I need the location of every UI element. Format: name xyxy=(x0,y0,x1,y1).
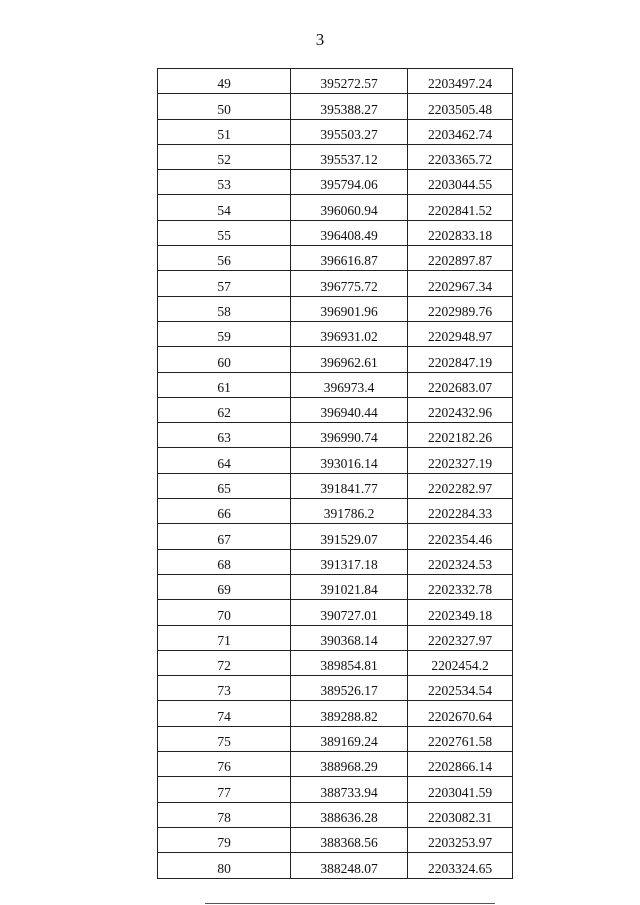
y-coordinate-cell: 2203044.55 xyxy=(408,170,513,195)
y-coordinate-cell: 2203365.72 xyxy=(408,144,513,169)
x-coordinate-cell: 388368.56 xyxy=(291,827,408,852)
point-number-cell: 58 xyxy=(158,296,291,321)
page-number: 3 xyxy=(315,30,325,49)
table-row xyxy=(158,549,513,574)
x-coordinate-cell: 396940.44 xyxy=(291,397,408,422)
y-coordinate-cell: 2202432.96 xyxy=(408,397,513,422)
y-coordinate-cell: 2202349.18 xyxy=(408,600,513,625)
point-number-cell: 49 xyxy=(158,69,291,94)
x-coordinate-cell: 389288.82 xyxy=(291,701,408,726)
point-number-cell: 79 xyxy=(158,827,291,852)
table-row xyxy=(158,650,513,675)
table-row xyxy=(158,321,513,346)
table-row xyxy=(158,69,513,94)
table-row xyxy=(158,423,513,448)
table-row xyxy=(158,296,513,321)
x-coordinate-cell: 395537.12 xyxy=(291,144,408,169)
y-coordinate-cell: 2202847.19 xyxy=(408,347,513,372)
table-row xyxy=(158,524,513,549)
y-coordinate-cell: 2202332.78 xyxy=(408,574,513,599)
y-coordinate-cell: 2202327.19 xyxy=(408,448,513,473)
y-coordinate-cell: 2202989.76 xyxy=(408,296,513,321)
table-row xyxy=(158,600,513,625)
x-coordinate-cell: 388636.28 xyxy=(291,802,408,827)
y-coordinate-cell: 2202282.97 xyxy=(408,473,513,498)
y-coordinate-cell: 2203505.48 xyxy=(408,94,513,119)
point-number-cell: 55 xyxy=(158,220,291,245)
y-coordinate-cell: 2202948.97 xyxy=(408,321,513,346)
y-coordinate-cell: 2202327.97 xyxy=(408,625,513,650)
x-coordinate-cell: 395272.57 xyxy=(291,69,408,94)
point-number-cell: 65 xyxy=(158,473,291,498)
x-coordinate-cell: 395388.27 xyxy=(291,94,408,119)
y-coordinate-cell: 2202833.18 xyxy=(408,220,513,245)
coordinate-table xyxy=(157,68,513,879)
y-coordinate-cell: 2202761.58 xyxy=(408,726,513,751)
table-row xyxy=(158,94,513,119)
y-coordinate-cell: 2202182.26 xyxy=(408,423,513,448)
x-coordinate-cell: 396931.02 xyxy=(291,321,408,346)
x-coordinate-cell: 391317.18 xyxy=(291,549,408,574)
x-coordinate-cell: 389169.24 xyxy=(291,726,408,751)
point-number-cell: 60 xyxy=(158,347,291,372)
y-coordinate-cell: 2202534.54 xyxy=(408,676,513,701)
table-row xyxy=(158,499,513,524)
x-coordinate-cell: 388248.07 xyxy=(291,853,408,878)
y-coordinate-cell: 2202897.87 xyxy=(408,246,513,271)
y-coordinate-cell: 2203041.59 xyxy=(408,777,513,802)
point-number-cell: 53 xyxy=(158,170,291,195)
point-number-cell: 80 xyxy=(158,853,291,878)
x-coordinate-cell: 389526.17 xyxy=(291,676,408,701)
x-coordinate-cell: 390727.01 xyxy=(291,600,408,625)
point-number-cell: 73 xyxy=(158,676,291,701)
point-number-cell: 71 xyxy=(158,625,291,650)
y-coordinate-cell: 2202683.07 xyxy=(408,372,513,397)
point-number-cell: 50 xyxy=(158,94,291,119)
table-row xyxy=(158,220,513,245)
table-row xyxy=(158,676,513,701)
point-number-cell: 76 xyxy=(158,752,291,777)
y-coordinate-cell: 2203497.24 xyxy=(408,69,513,94)
y-coordinate-cell: 2202967.34 xyxy=(408,271,513,296)
table-row xyxy=(158,777,513,802)
table-row xyxy=(158,853,513,878)
table-row xyxy=(158,448,513,473)
table-row xyxy=(158,119,513,144)
point-number-cell: 51 xyxy=(158,119,291,144)
table-row xyxy=(158,195,513,220)
point-number-cell: 78 xyxy=(158,802,291,827)
table-row xyxy=(158,473,513,498)
table-row xyxy=(158,752,513,777)
table-row xyxy=(158,625,513,650)
x-coordinate-cell: 396060.94 xyxy=(291,195,408,220)
x-coordinate-cell: 391786.2 xyxy=(291,499,408,524)
point-number-cell: 56 xyxy=(158,246,291,271)
y-coordinate-cell: 2202284.33 xyxy=(408,499,513,524)
coordinate-table-body xyxy=(158,69,513,879)
point-number-cell: 62 xyxy=(158,397,291,422)
x-coordinate-cell: 391841.77 xyxy=(291,473,408,498)
table-row xyxy=(158,170,513,195)
point-number-cell: 64 xyxy=(158,448,291,473)
x-coordinate-cell: 388733.94 xyxy=(291,777,408,802)
point-number-cell: 68 xyxy=(158,549,291,574)
x-coordinate-cell: 395503.27 xyxy=(291,119,408,144)
point-number-cell: 66 xyxy=(158,499,291,524)
y-coordinate-cell: 2203462.74 xyxy=(408,119,513,144)
y-coordinate-cell: 2202454.2 xyxy=(408,650,513,675)
y-coordinate-cell: 2202866.14 xyxy=(408,752,513,777)
x-coordinate-cell: 393016.14 xyxy=(291,448,408,473)
point-number-cell: 59 xyxy=(158,321,291,346)
x-coordinate-cell: 391021.84 xyxy=(291,574,408,599)
table-row xyxy=(158,726,513,751)
table-row xyxy=(158,574,513,599)
x-coordinate-cell: 395794.06 xyxy=(291,170,408,195)
point-number-cell: 57 xyxy=(158,271,291,296)
page-bottom-rule xyxy=(205,903,495,904)
x-coordinate-cell: 396775.72 xyxy=(291,271,408,296)
point-number-cell: 70 xyxy=(158,600,291,625)
y-coordinate-cell: 2202324.53 xyxy=(408,549,513,574)
y-coordinate-cell: 2203324.65 xyxy=(408,853,513,878)
y-coordinate-cell: 2203253.97 xyxy=(408,827,513,852)
table-row xyxy=(158,246,513,271)
y-coordinate-cell: 2203082.31 xyxy=(408,802,513,827)
x-coordinate-cell: 388968.29 xyxy=(291,752,408,777)
x-coordinate-cell: 396616.87 xyxy=(291,246,408,271)
point-number-cell: 52 xyxy=(158,144,291,169)
point-number-cell: 54 xyxy=(158,195,291,220)
table-row xyxy=(158,271,513,296)
x-coordinate-cell: 396962.61 xyxy=(291,347,408,372)
point-number-cell: 67 xyxy=(158,524,291,549)
x-coordinate-cell: 391529.07 xyxy=(291,524,408,549)
table-row xyxy=(158,372,513,397)
point-number-cell: 69 xyxy=(158,574,291,599)
point-number-cell: 72 xyxy=(158,650,291,675)
table-row xyxy=(158,701,513,726)
x-coordinate-cell: 396408.49 xyxy=(291,220,408,245)
x-coordinate-cell: 396973.4 xyxy=(291,372,408,397)
point-number-cell: 61 xyxy=(158,372,291,397)
y-coordinate-cell: 2202841.52 xyxy=(408,195,513,220)
table-row xyxy=(158,802,513,827)
table-row xyxy=(158,397,513,422)
point-number-cell: 74 xyxy=(158,701,291,726)
point-number-cell: 63 xyxy=(158,423,291,448)
point-number-cell: 77 xyxy=(158,777,291,802)
x-coordinate-cell: 396901.96 xyxy=(291,296,408,321)
y-coordinate-cell: 2202670.64 xyxy=(408,701,513,726)
table-row xyxy=(158,827,513,852)
y-coordinate-cell: 2202354.46 xyxy=(408,524,513,549)
point-number-cell: 75 xyxy=(158,726,291,751)
x-coordinate-cell: 389854.81 xyxy=(291,650,408,675)
table-row xyxy=(158,144,513,169)
x-coordinate-cell: 396990.74 xyxy=(291,423,408,448)
x-coordinate-cell: 390368.14 xyxy=(291,625,408,650)
table-row xyxy=(158,347,513,372)
